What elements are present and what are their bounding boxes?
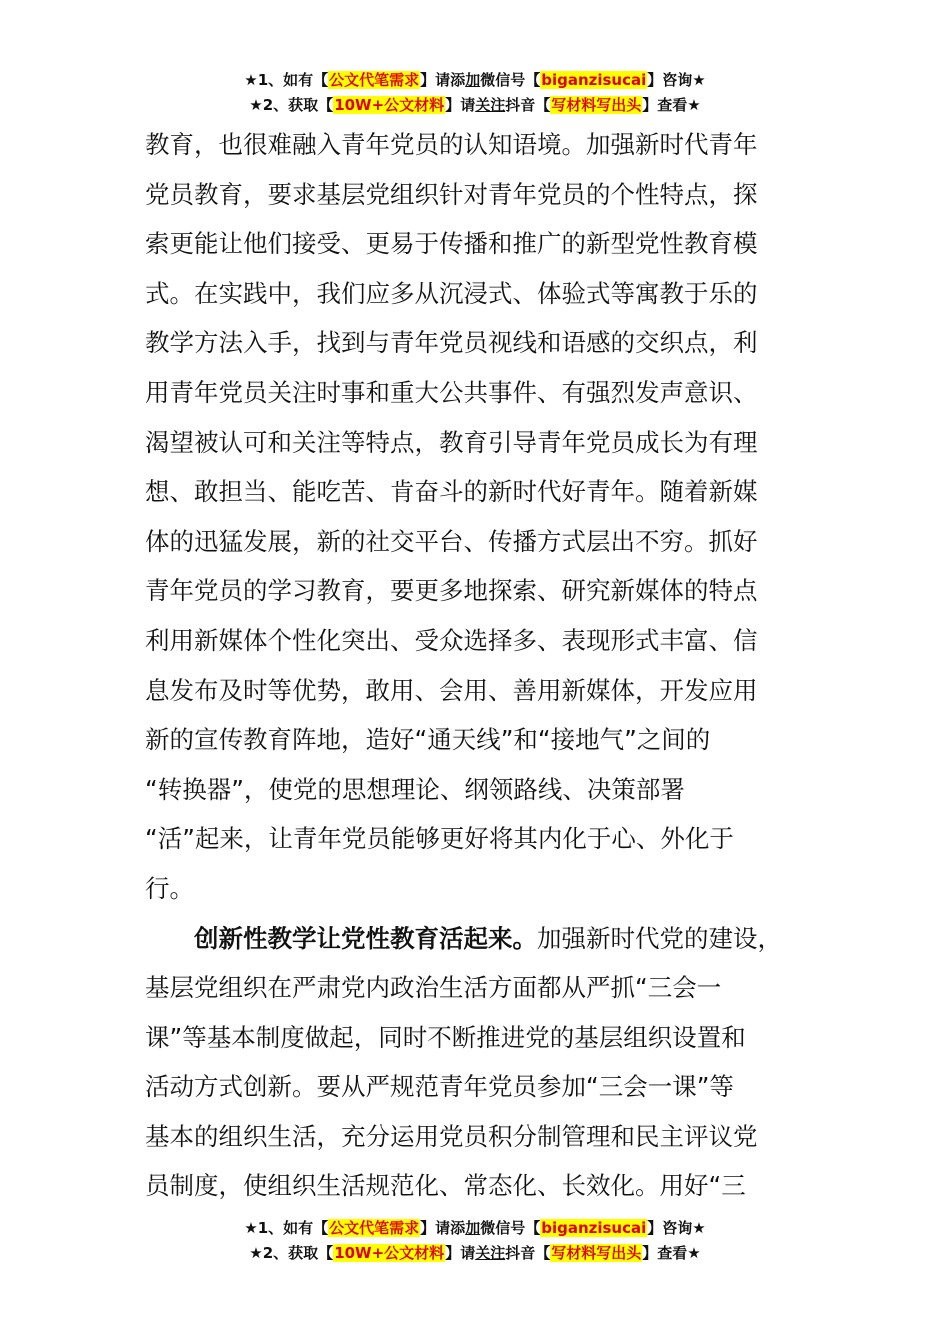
highlight-text: 10W+公文材料 (334, 1244, 445, 1262)
banner-line-1 (0, 1216, 950, 1241)
body-text: 加强新时代党的建设， (537, 923, 782, 953)
highlight-text: biganzisucai (541, 1219, 647, 1237)
banner-text: 】请添 (420, 1219, 466, 1237)
body-line: 新的宣传教育阵地，造好“通天线”和“接地气”之间的 (145, 725, 711, 755)
body-line: 体的迅猛发展，新的社交平台、传播方式层出不穷。抓好 (145, 526, 758, 556)
banner-text: 抖音【 (505, 96, 551, 114)
banner-text: ★1、如有【 (244, 71, 329, 89)
highlight-text: 公文代笔需求 (329, 1219, 420, 1237)
body-line: 式。在实践中，我们应多从沉浸式、体验式等寓教于乐的 (145, 278, 758, 308)
body-line: 课”等基本制度做起，同时不断推进党的基层组织设置和 (145, 1022, 746, 1052)
header-banner (0, 68, 950, 118)
highlight-text: biganzisucai (541, 71, 647, 89)
banner-text: 】查看★ (642, 1244, 701, 1262)
banner-text: 】请添 (420, 71, 466, 89)
highlight-text: 公文代笔需求 (329, 71, 420, 89)
body-line: 员制度，使组织生活规范化、常态化、长效化。用好“三 (145, 1171, 746, 1201)
body-line: 教学方法入手，找到与青年党员视线和语感的交织点，利 (145, 328, 758, 358)
banner-text: 抖音【 (505, 1244, 551, 1262)
body-line: 想、敢担当、能吃苦、肯奋斗的新时代好青年。随着新媒 (145, 477, 758, 507)
body-line: 基本的组织生活，充分运用党员积分制管理和民主评议党 (145, 1121, 758, 1151)
banner-text: 微信号【 (480, 1219, 541, 1237)
banner-text: 微信号【 (480, 71, 541, 89)
banner-line-2 (0, 93, 950, 118)
paragraph-heading: 创新性教学让党性教育活起来。 (194, 923, 537, 953)
body-line: “转换器”，使党的思想理论、纲领路线、决策部署 (145, 774, 685, 804)
banner-line-1 (0, 68, 950, 93)
highlight-text: 写材料写出头 (551, 1244, 642, 1262)
underlined-text: 关注 (475, 96, 506, 114)
banner-text: ★1、如有【 (244, 1219, 329, 1237)
underlined-text: 加 (465, 1219, 481, 1237)
body-line: 基层党组织在严肃党内政治生活方面都从严抓“三会一 (145, 973, 722, 1003)
underlined-text: 关注 (475, 1244, 506, 1262)
body-line: 利用新媒体个性化突出、受众选择多、表现形式丰富、信 (145, 625, 758, 655)
highlight-text: 10W+公文材料 (334, 96, 445, 114)
body-line: 用青年党员关注时事和重大公共事件、有强烈发声意识、 (145, 377, 758, 407)
banner-text: 】查看★ (642, 96, 701, 114)
body-line: 息发布及时等优势，敢用、会用、善用新媒体，开发应用 (145, 675, 758, 705)
body-line: “活”起来，让青年党员能够更好将其内化于心、外化于 (145, 824, 734, 854)
body-line: 青年党员的学习教育，要更多地探索、研究新媒体的特点 (145, 576, 758, 606)
banner-text: 】请 (445, 96, 476, 114)
banner-text: 】请 (445, 1244, 476, 1262)
body-line: 活动方式创新。要从严规范青年党员参加“三会一课”等 (145, 1072, 734, 1102)
body-line: 行。 (145, 873, 194, 903)
document-body (145, 120, 810, 1211)
paragraph-heading-line (145, 914, 810, 964)
footer-banner (0, 1216, 950, 1266)
banner-line-2 (0, 1241, 950, 1266)
underlined-text: 加 (465, 71, 481, 89)
banner-text: 】咨询★ (647, 1219, 706, 1237)
banner-text: 】咨询★ (647, 71, 706, 89)
body-line: 教育，也很难融入青年党员的认知语境。加强新时代青年 (145, 130, 758, 159)
banner-text: ★2、获取【 (249, 1244, 334, 1262)
highlight-text: 写材料写出头 (551, 96, 642, 114)
body-line: 索更能让他们接受、更易于传播和推广的新型党性教育模 (145, 229, 758, 259)
banner-text: ★2、获取【 (249, 96, 334, 114)
body-line: 渴望被认可和关注等特点，教育引导青年党员成长为有理 (145, 427, 758, 457)
body-line: 党员教育，要求基层党组织针对青年党员的个性特点，探 (145, 179, 758, 209)
